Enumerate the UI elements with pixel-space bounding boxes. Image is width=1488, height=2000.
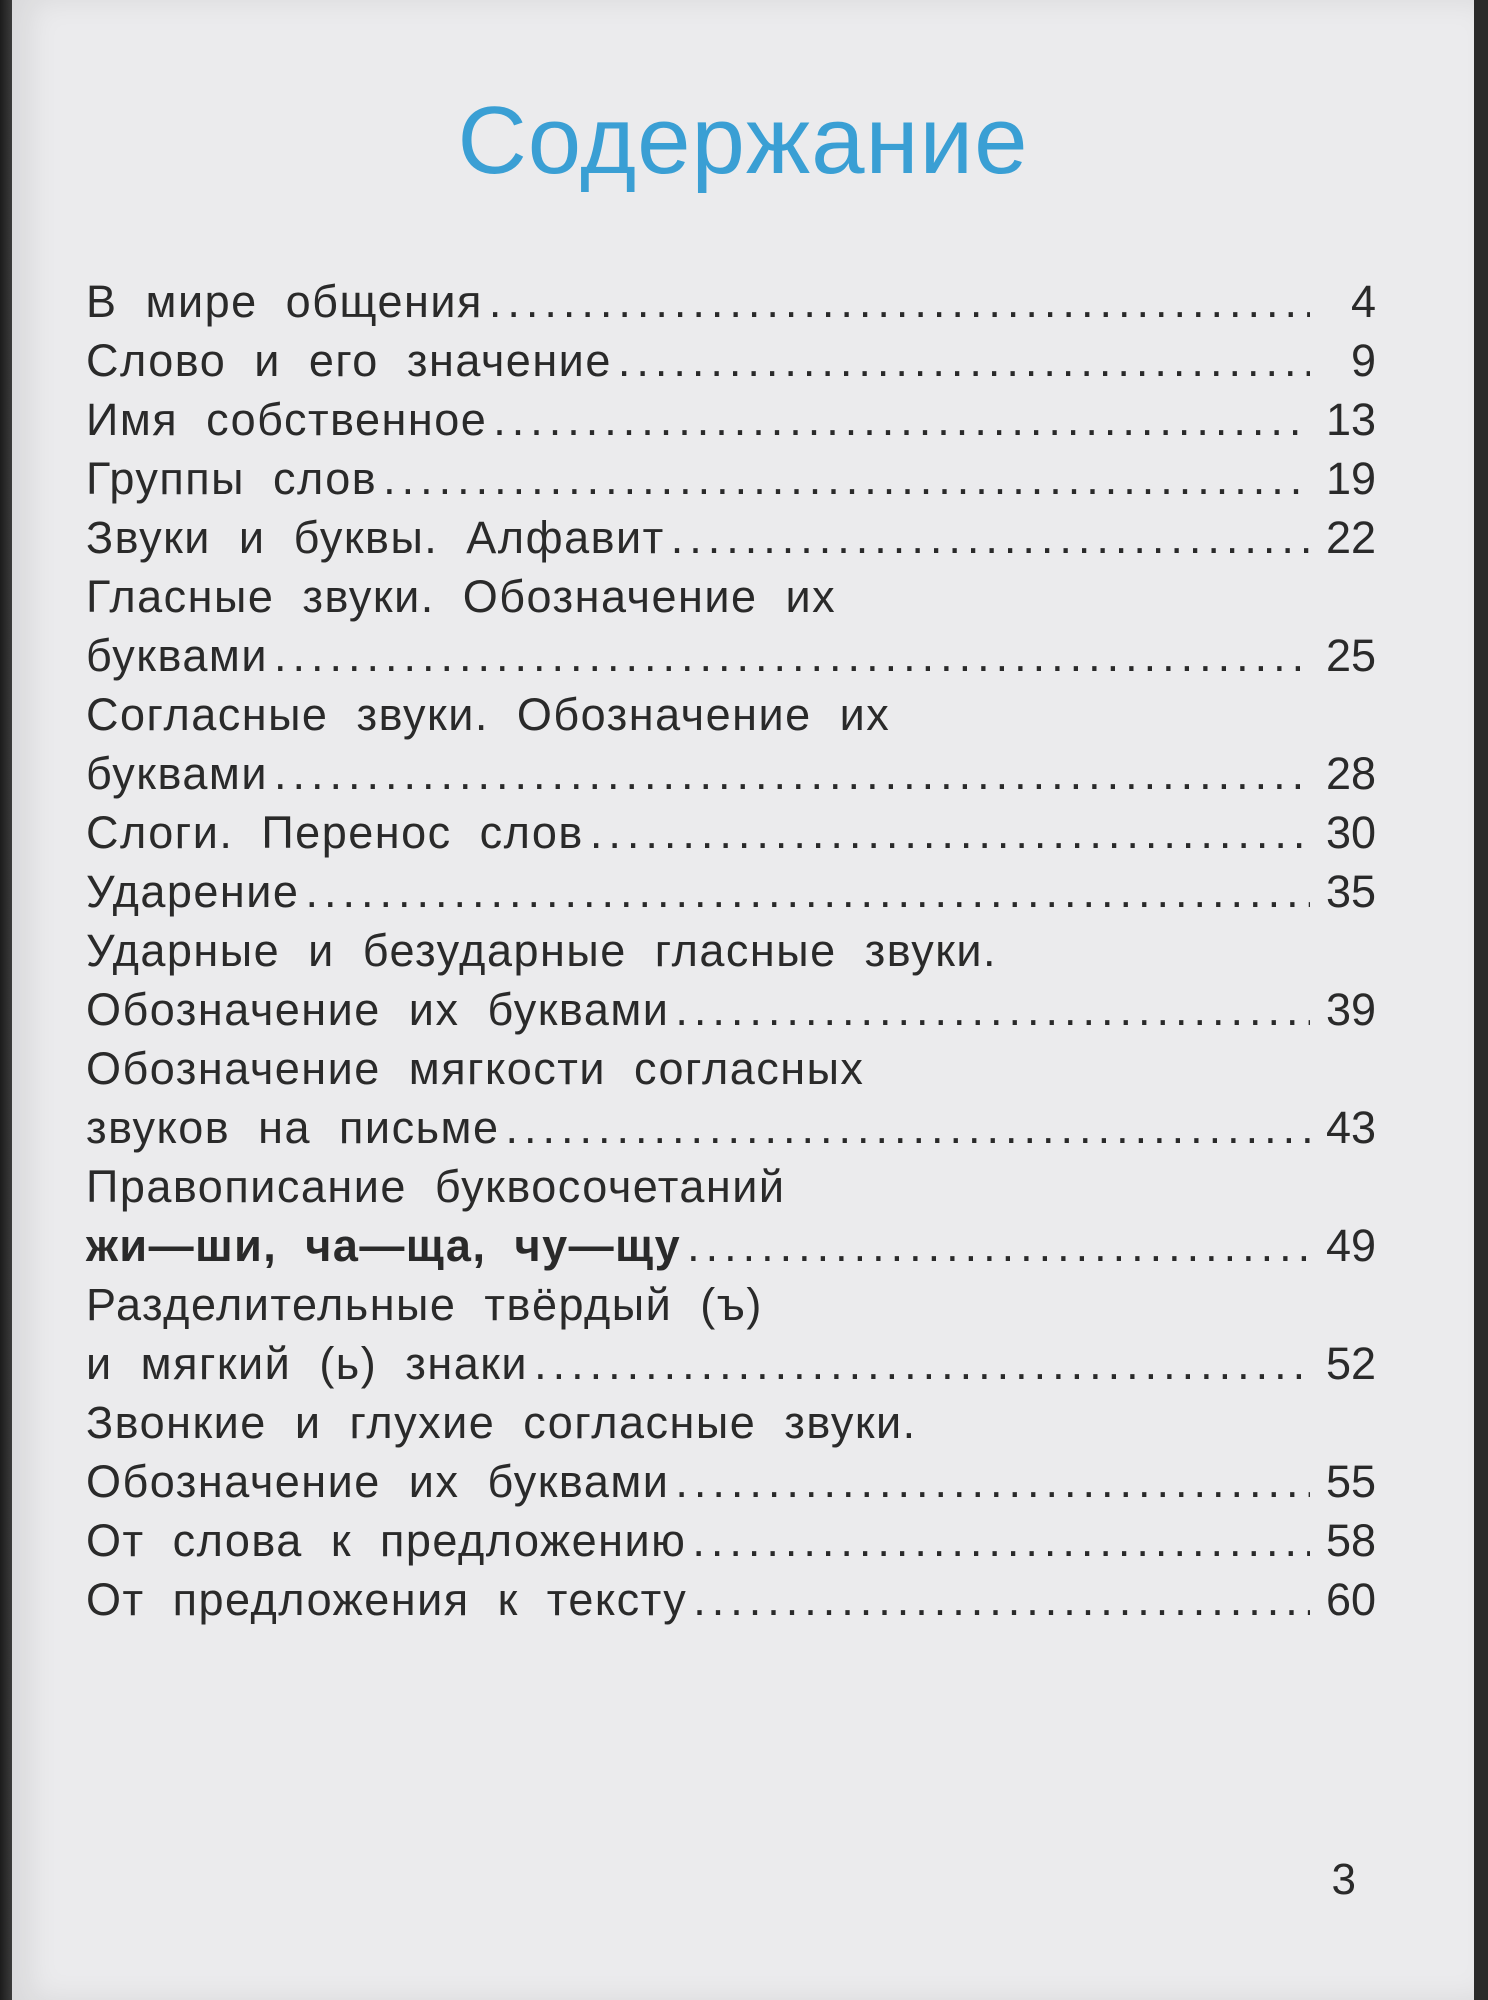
toc-entry-title-line2: буквами	[86, 748, 268, 799]
toc-page-number: 43	[1325, 1102, 1376, 1153]
toc-entry-title-line1: Звонкие и глухие согласные звуки.	[86, 1397, 917, 1448]
toc-entry-title: Группы слов	[86, 453, 378, 504]
toc-entry-title-line2: буквами	[86, 630, 268, 681]
toc-entry-title-line2-bold: жи—ши, ча—ща, чу—щу	[86, 1220, 682, 1271]
page-number: 3	[1331, 1855, 1356, 1904]
table-of-contents	[86, 272, 1376, 1629]
toc-page-number: 35	[1325, 866, 1376, 917]
toc-entry[interactable]	[86, 685, 1376, 803]
dot-leader	[675, 1452, 1310, 1511]
toc-entry-title-line1: Согласные звуки. Обозначение их	[86, 689, 891, 740]
dot-leader	[383, 449, 1310, 508]
toc-entry[interactable]	[86, 862, 1376, 921]
toc-page-number: 13	[1325, 394, 1376, 445]
toc-page-number: 49	[1325, 1220, 1376, 1271]
toc-entry-title-line1: Разделительные твёрдый (ъ)	[86, 1279, 763, 1330]
toc-page-number: 22	[1325, 512, 1376, 563]
toc-page-number: 9	[1350, 335, 1376, 386]
toc-entry-title-line2: и мягкий (ь) знаки	[86, 1338, 529, 1389]
toc-entry[interactable]	[86, 1039, 1376, 1157]
toc-entry[interactable]	[86, 1275, 1376, 1393]
toc-page-number: 19	[1325, 453, 1376, 504]
toc-entry-title: В мире общения	[86, 276, 483, 327]
page-title: Содержание	[457, 87, 1029, 194]
toc-entry-title: Имя собственное	[86, 394, 488, 445]
book-page	[12, 0, 1474, 2000]
toc-entry[interactable]	[86, 1570, 1376, 1629]
toc-entry[interactable]	[86, 331, 1376, 390]
dot-leader	[618, 331, 1310, 390]
dot-leader	[274, 626, 1310, 685]
toc-entry-title-line2: Обозначение их буквами	[86, 1456, 670, 1507]
toc-entry[interactable]	[86, 449, 1376, 508]
toc-entry-title-line2: звуков на письме	[86, 1102, 500, 1153]
toc-entry[interactable]	[86, 390, 1376, 449]
toc-page-number: 58	[1325, 1515, 1376, 1566]
toc-entry[interactable]	[86, 803, 1376, 862]
toc-entry-title-line1: Гласные звуки. Обозначение их	[86, 571, 837, 622]
toc-entry-title-line1: Обозначение мягкости согласных	[86, 1043, 865, 1094]
dot-leader	[274, 744, 1310, 803]
toc-entry-title-line2: Обозначение их буквами	[86, 984, 670, 1035]
toc-entry-title: От слова к предложению	[86, 1515, 687, 1566]
toc-entry[interactable]	[86, 1511, 1376, 1570]
toc-entry[interactable]	[86, 921, 1376, 1039]
toc-entry-title: От предложения к тексту	[86, 1574, 688, 1625]
dot-leader	[693, 1570, 1310, 1629]
toc-page-number: 52	[1325, 1338, 1376, 1389]
toc-entry[interactable]	[86, 272, 1376, 331]
book-spine-shadow	[0, 0, 12, 2000]
toc-entry[interactable]	[86, 567, 1376, 685]
toc-entry-title: Ударение	[86, 866, 300, 917]
toc-page-number: 28	[1325, 748, 1376, 799]
toc-page-number: 39	[1325, 984, 1376, 1035]
toc-entry-title: Звуки и буквы. Алфавит	[86, 512, 665, 563]
dot-leader	[505, 1098, 1310, 1157]
toc-entry-title: Слоги. Перенос слов	[86, 807, 584, 858]
toc-entry-title-line1: Ударные и безударные гласные звуки.	[86, 925, 998, 976]
dot-leader	[671, 508, 1310, 567]
dot-leader	[534, 1334, 1310, 1393]
toc-page-number: 25	[1325, 630, 1376, 681]
toc-entry[interactable]	[86, 508, 1376, 567]
toc-page-number: 4	[1350, 276, 1376, 327]
dot-leader	[692, 1511, 1310, 1570]
toc-entry[interactable]	[86, 1157, 1376, 1275]
toc-page-number: 55	[1325, 1456, 1376, 1507]
toc-entry-title: Слово и его значение	[86, 335, 612, 386]
toc-page-number: 30	[1325, 807, 1376, 858]
dot-leader	[305, 862, 1310, 921]
toc-entry-title-line1: Правописание буквосочетаний	[86, 1161, 786, 1212]
dot-leader	[675, 980, 1310, 1039]
dot-leader	[489, 272, 1310, 331]
toc-entry[interactable]	[86, 1393, 1376, 1511]
dot-leader	[493, 390, 1310, 449]
dot-leader	[590, 803, 1310, 862]
toc-page-number: 60	[1325, 1574, 1376, 1625]
dot-leader	[687, 1216, 1310, 1275]
